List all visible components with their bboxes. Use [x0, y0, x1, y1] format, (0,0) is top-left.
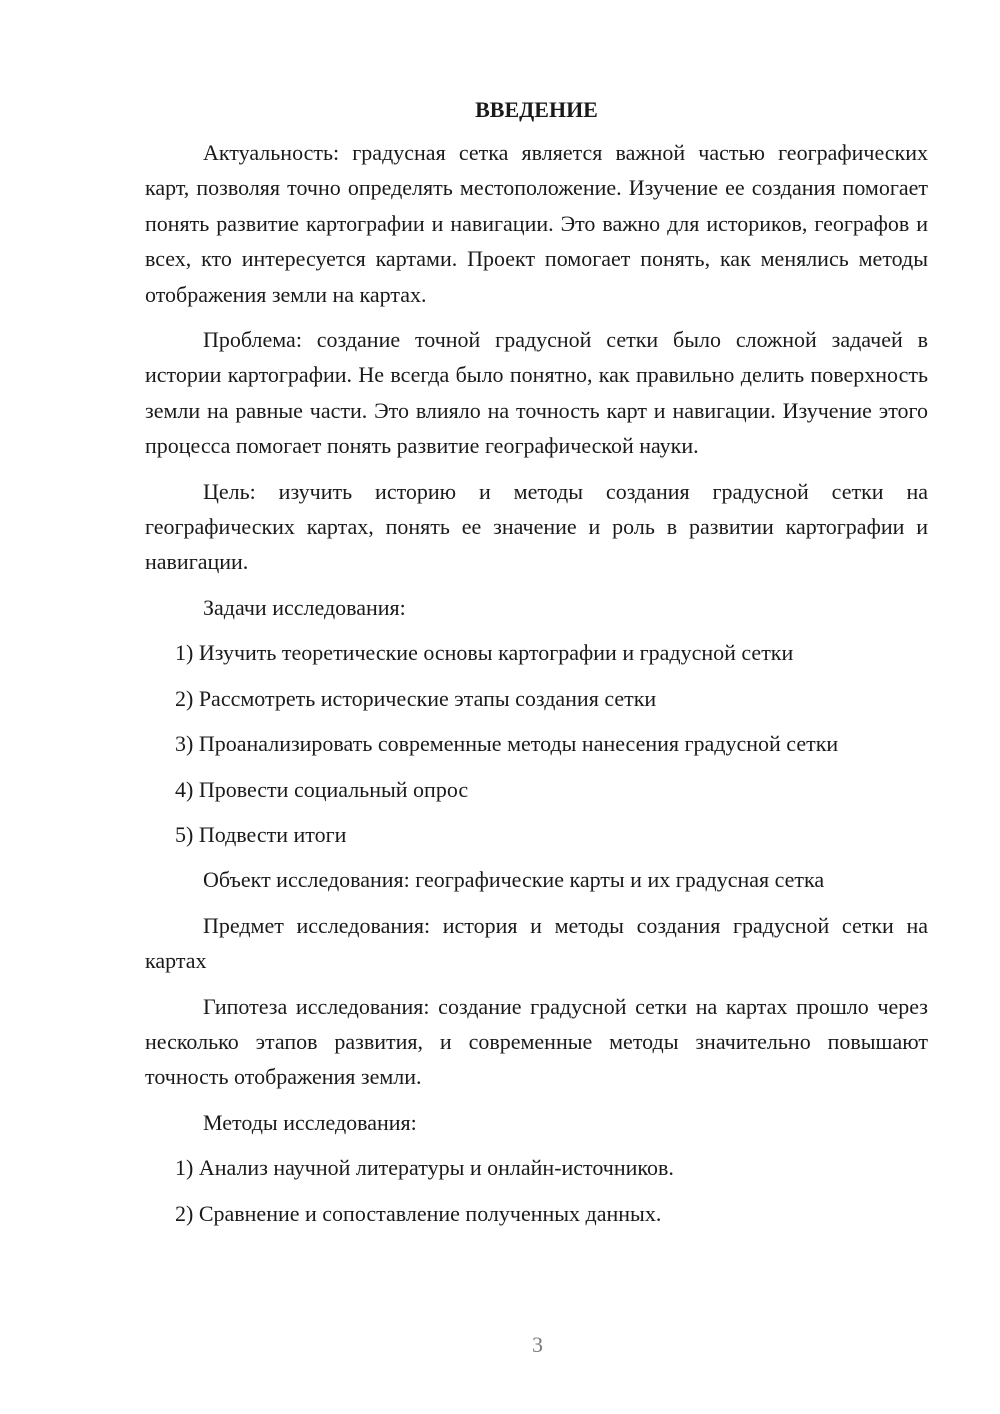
tasks-heading: Задачи исследования: — [203, 594, 406, 620]
paragraph-subject: Предмет исследования: история и методы создания градусной сетки на картах — [145, 912, 928, 974]
list-item-task-3: 3) Проанализировать современные методы нанесения градусной сетки — [175, 731, 839, 757]
paragraph-hypothesis: Гипотеза исследования: создание градусной сетки на картах прошло через несколько этапов развития, и современные методы значительно повышают точность отображения земли. — [145, 993, 928, 1090]
page-number: 3 — [532, 1332, 543, 1357]
list-item-task-5: 5) Подвести итоги — [175, 821, 347, 847]
page-title: ВВЕДЕНИЕ — [475, 97, 598, 122]
list-item-task-2: 2) Рассмотреть исторические этапы создания сетки — [175, 685, 657, 711]
methods-list — [145, 1150, 928, 1231]
paragraph-goal: Цель: изучить историю и методы создания градусной сетки на географических картах, понять ее значение и роль в развитии картографии и навигации. — [145, 478, 928, 575]
list-item-method-2: 2) Сравнение и сопоставление полученных данных. — [175, 1200, 662, 1226]
paragraph-relevance: Актуальность: градусная сетка является важной частью географических карт, позволяя точно определять местоположение. Изучение ее создания помогает понять развитие картографии и навигации. Это важно для историков, географов и всех, кто интересуется картами. Проект помогает понять, как менялись методы отображения земли на картах. — [145, 140, 928, 307]
list-item-task-4: 4) Провести социальный опрос — [175, 776, 469, 802]
list-item-method-1: 1) Анализ научной литературы и онлайн-источников. — [175, 1155, 674, 1181]
paragraph-object: Объект исследования: географические карты и их градусная сетка — [203, 867, 825, 893]
document-body — [145, 92, 928, 1241]
paragraph-problem: Проблема: создание точной градусной сетки было сложной задачей в истории картографии. Не всегда было понятно, как правильно делить поверхность земли на равные части. Это влияло на точность карт и навигации. Изучение этого процесса помогает понять развитие географической науки. — [145, 327, 928, 459]
tasks-list — [145, 635, 928, 852]
list-item-task-1: 1) Изучить теоретические основы картографии и градусной сетки — [175, 640, 794, 666]
methods-heading: Методы исследования: — [203, 1109, 417, 1135]
